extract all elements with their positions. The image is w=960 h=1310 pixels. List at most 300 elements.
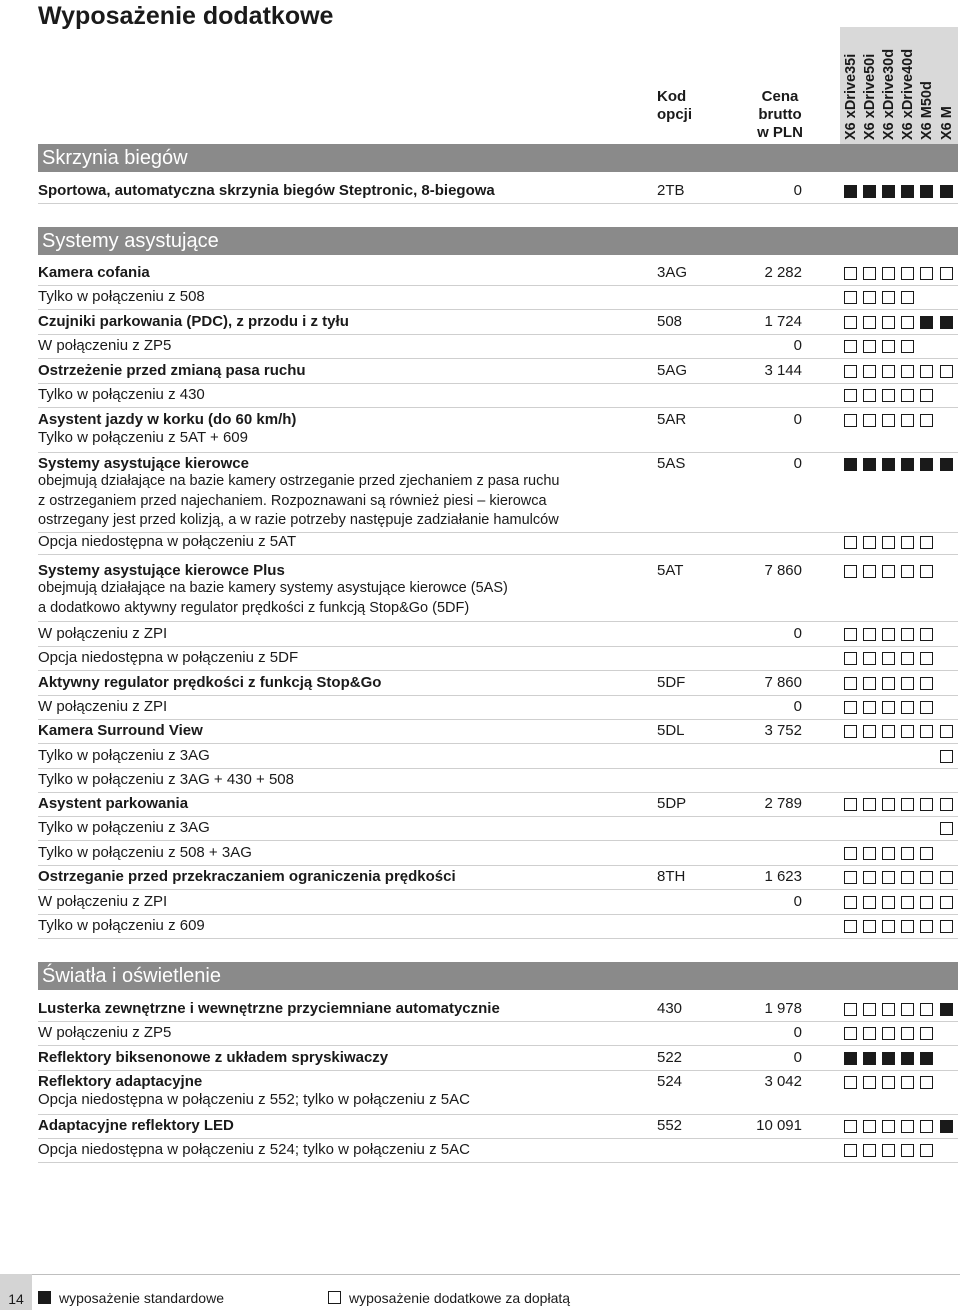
availability-marks [842, 914, 958, 938]
row-label: Ostrzeżenie przed zmianą pasa ruchu [38, 362, 306, 379]
optional-square-icon [882, 414, 895, 427]
option-price: 0 [793, 698, 802, 715]
row-label: Tylko w połączeniu z 508 + 3AG [38, 844, 252, 861]
table-row [38, 559, 958, 616]
row-label: Tylko w połączeniu z 609 [38, 917, 205, 934]
row-label: W połączeniu z ZP5 [38, 1024, 172, 1041]
page-number: 14 [0, 1274, 32, 1310]
standard-square-icon [844, 185, 857, 198]
optional-square-icon [844, 920, 857, 933]
availability-marks [842, 285, 958, 309]
option-price: 0 [793, 1024, 802, 1041]
standard-square-icon [920, 316, 933, 329]
optional-square-icon [920, 1120, 933, 1133]
optional-square-icon [901, 316, 914, 329]
standard-square-icon [844, 1052, 857, 1065]
optional-square-icon [882, 920, 895, 933]
optional-square-icon [844, 316, 857, 329]
row-label: Asystent parkowania [38, 795, 189, 812]
option-code: 552 [657, 1117, 683, 1134]
row-label: Asystent jazdy w korku (do 60 km/h) [38, 411, 297, 428]
legend-standard: wyposażenie standardowe [38, 1290, 224, 1306]
optional-square-icon [920, 847, 933, 860]
optional-square-icon [920, 652, 933, 665]
table-row [38, 792, 958, 816]
model-header: X6 xDrive40d [900, 48, 916, 140]
option-price: 0 [793, 411, 802, 428]
optional-square-icon [920, 536, 933, 549]
option-code: 5AT [657, 562, 684, 579]
optional-square-icon [920, 896, 933, 909]
optional-square-icon [901, 1120, 914, 1133]
optional-square-icon [901, 565, 914, 578]
availability-marks [842, 261, 958, 285]
optional-square-icon [863, 725, 876, 738]
standard-square-icon [920, 1052, 933, 1065]
optional-square-icon [863, 701, 876, 714]
option-code: 5DL [657, 722, 685, 739]
standard-square-icon [940, 316, 953, 329]
optional-square-icon [844, 340, 857, 353]
row-label: Tylko w połączeniu z 3AG + 430 + 508 [38, 771, 294, 788]
optional-square-icon [901, 340, 914, 353]
optional-square-icon [863, 1027, 876, 1040]
row-note: Opcja niedostępna w połączeniu z 552; tylko w połączeniu z 5AC [38, 1091, 470, 1108]
standard-square-icon [940, 1003, 953, 1016]
option-price: 0 [793, 337, 802, 354]
optional-square-icon [940, 798, 953, 811]
availability-marks [842, 408, 958, 432]
optional-square-icon [844, 365, 857, 378]
optional-square-icon [882, 677, 895, 690]
optional-square-icon [940, 267, 953, 280]
option-price: 7 860 [764, 674, 802, 691]
option-code: 2TB [657, 182, 685, 199]
availability-marks [842, 559, 958, 583]
standard-square-icon [920, 185, 933, 198]
optional-square-icon [863, 798, 876, 811]
availability-marks [842, 383, 958, 407]
optional-square-icon [863, 536, 876, 549]
row-label: Kamera cofania [38, 264, 150, 281]
option-price: 3 752 [764, 722, 802, 739]
optional-square-icon [901, 365, 914, 378]
row-label: Tylko w połączeniu z 508 [38, 288, 205, 305]
optional-square-icon [844, 565, 857, 578]
option-code: 5DP [657, 795, 687, 812]
row-label: Systemy asystujące kierowce [38, 455, 249, 472]
availability-marks [842, 310, 958, 334]
section-header: Skrzynia biegów [38, 144, 958, 172]
optional-square-icon [863, 389, 876, 402]
optional-square-icon [882, 1144, 895, 1157]
row-label: Adaptacyjne reflektory LED [38, 1117, 234, 1134]
standard-square-icon [940, 458, 953, 471]
optional-square-icon [901, 536, 914, 549]
optional-square-icon [940, 871, 953, 884]
table-row [38, 890, 958, 914]
standard-square-icon [863, 1052, 876, 1065]
model-header: X6 xDrive30d [881, 48, 897, 140]
optional-square-icon [940, 822, 953, 835]
table-row [38, 285, 958, 309]
optional-square-icon [882, 1003, 895, 1016]
optional-square-icon [863, 1076, 876, 1089]
page-title: Wyposażenie dodatkowe [38, 2, 334, 30]
optional-square-icon [882, 1120, 895, 1133]
table-row [38, 261, 958, 285]
option-price: 10 091 [756, 1117, 802, 1134]
optional-square-icon [882, 267, 895, 280]
standard-square-icon [901, 458, 914, 471]
availability-marks [842, 792, 958, 816]
option-price: 1 724 [764, 313, 802, 330]
row-description [38, 472, 559, 531]
availability-marks [842, 671, 958, 695]
availability-marks [842, 1070, 958, 1094]
option-code: 522 [657, 1049, 683, 1066]
optional-square-icon [844, 1003, 857, 1016]
optional-square-icon [940, 365, 953, 378]
row-label: W połączeniu z ZPI [38, 893, 168, 910]
row-label: Opcja niedostępna w połączeniu z 5AT [38, 533, 297, 550]
optional-square-icon [882, 628, 895, 641]
availability-marks [842, 1021, 958, 1045]
option-code: 5DF [657, 674, 686, 691]
availability-marks [842, 452, 958, 476]
row-label: Ostrzeganie przed przekraczaniem ograniczenia prędkości [38, 868, 456, 885]
optional-square-icon [882, 1076, 895, 1089]
optional-square-icon [920, 1027, 933, 1040]
availability-marks [842, 841, 958, 865]
optional-square-icon [863, 871, 876, 884]
optional-square-icon [920, 920, 933, 933]
option-price: 3 042 [764, 1073, 802, 1090]
optional-square-icon [920, 1003, 933, 1016]
optional-square-icon [920, 701, 933, 714]
table-row [38, 334, 958, 358]
optional-square-icon [844, 652, 857, 665]
optional-square-icon [844, 1120, 857, 1133]
availability-marks [842, 744, 958, 768]
optional-square-icon [863, 652, 876, 665]
optional-square-icon [863, 365, 876, 378]
optional-square-icon [863, 291, 876, 304]
optional-square-icon [844, 847, 857, 860]
table-row [38, 914, 958, 938]
optional-square-icon [863, 920, 876, 933]
availability-marks [842, 1046, 958, 1070]
standard-square-icon [882, 185, 895, 198]
row-label: Tylko w połączeniu z 3AG [38, 747, 210, 764]
optional-square-icon [844, 267, 857, 280]
row-label: Lusterka zewnętrzne i wewnętrzne przyciemniane automatycznie [38, 1000, 500, 1017]
standard-square-icon [38, 1291, 51, 1304]
optional-square-icon [901, 1003, 914, 1016]
table-row [38, 744, 958, 768]
availability-marks [842, 179, 958, 203]
table-row [38, 1046, 958, 1070]
table-row [38, 695, 958, 719]
optional-square-icon [901, 847, 914, 860]
optional-square-icon [844, 1027, 857, 1040]
table-row [38, 1138, 958, 1162]
row-label: W połączeniu z ZP5 [38, 337, 172, 354]
table-row [38, 646, 958, 670]
optional-square-icon [844, 1076, 857, 1089]
optional-square-icon [882, 1027, 895, 1040]
table-row [38, 1114, 958, 1138]
optional-square-icon [863, 267, 876, 280]
standard-square-icon [844, 458, 857, 471]
model-header: X6 M [939, 106, 955, 140]
table-row [38, 408, 958, 446]
row-note: Tylko w połączeniu z 5AT + 609 [38, 429, 248, 446]
optional-square-icon [844, 414, 857, 427]
optional-square-icon [863, 565, 876, 578]
option-price: 1 978 [764, 1000, 802, 1017]
table-row [38, 841, 958, 865]
description-line: obejmują działające na bazie kamery ostrzeganie przed zjechaniem z pasa ruchu [38, 473, 560, 489]
row-label: Reflektory adaptacyjne [38, 1073, 203, 1090]
column-header-price: Cena brutto w PLN [757, 88, 803, 141]
optional-square-icon [920, 677, 933, 690]
optional-square-icon [863, 1120, 876, 1133]
optional-square-icon [844, 291, 857, 304]
row-label: Sportowa, automatyczna skrzynia biegów Steptronic, 8-biegowa [38, 182, 495, 199]
optional-square-icon [920, 365, 933, 378]
option-price: 0 [793, 455, 802, 472]
optional-square-icon [882, 652, 895, 665]
row-description [38, 579, 508, 618]
availability-marks [842, 695, 958, 719]
standard-square-icon [901, 185, 914, 198]
standard-square-icon [863, 185, 876, 198]
optional-square-icon [882, 701, 895, 714]
model-header: X6 xDrive35i [843, 53, 859, 140]
optional-square-icon [920, 267, 933, 280]
availability-marks [842, 646, 958, 670]
optional-square-icon [920, 414, 933, 427]
option-code: 5AR [657, 411, 687, 428]
row-label: Systemy asystujące kierowce Plus [38, 562, 285, 579]
table-row [38, 816, 958, 840]
optional-square-icon [882, 565, 895, 578]
optional-square-icon [863, 414, 876, 427]
table-row [38, 452, 958, 528]
availability-marks [842, 530, 958, 554]
optional-square-icon [844, 896, 857, 909]
optional-square-icon [844, 725, 857, 738]
row-label: Reflektory biksenonowe z układem spryskiwaczy [38, 1049, 389, 1066]
availability-marks [842, 890, 958, 914]
row-label: Czujniki parkowania (PDC), z przodu i z tyłu [38, 313, 349, 330]
optional-square-icon [901, 871, 914, 884]
table-row [38, 768, 958, 792]
optional-square-icon [844, 871, 857, 884]
availability-marks [842, 865, 958, 889]
row-label: Tylko w połączeniu z 430 [38, 386, 205, 403]
option-price: 7 860 [764, 562, 802, 579]
option-price: 0 [793, 625, 802, 642]
optional-square-icon [863, 896, 876, 909]
option-price: 0 [793, 893, 802, 910]
standard-square-icon [940, 1120, 953, 1133]
optional-square-icon [863, 1003, 876, 1016]
availability-marks [842, 816, 958, 840]
row-label: W połączeniu z ZPI [38, 625, 168, 642]
optional-square-icon [901, 798, 914, 811]
option-price: 2 789 [764, 795, 802, 812]
optional-square-icon [863, 340, 876, 353]
section-header: Światła i oświetlenie [38, 962, 958, 990]
optional-square-icon [882, 847, 895, 860]
option-code: 508 [657, 313, 683, 330]
row-divider [38, 938, 958, 939]
table-row [38, 622, 958, 646]
optional-square-icon [882, 316, 895, 329]
optional-square-icon [920, 1076, 933, 1089]
option-price: 0 [793, 1049, 802, 1066]
optional-square-icon [882, 871, 895, 884]
optional-square-icon [940, 920, 953, 933]
optional-square-icon [901, 267, 914, 280]
option-price: 3 144 [764, 362, 802, 379]
legend-optional: wyposażenie dodatkowe za dopłatą [328, 1290, 570, 1306]
optional-square-icon [940, 896, 953, 909]
option-code: 3AG [657, 264, 688, 281]
optional-square-icon [844, 536, 857, 549]
row-label: Aktywny regulator prędkości z funkcją Stop&Go [38, 674, 382, 691]
description-line: obejmują działające na bazie kamery systemy asystujące kierowce (5AS) [38, 580, 508, 596]
optional-square-icon [882, 365, 895, 378]
optional-square-icon [901, 1144, 914, 1157]
optional-square-icon [901, 725, 914, 738]
table-row [38, 310, 958, 334]
optional-square-icon [882, 725, 895, 738]
row-label: Opcja niedostępna w połączeniu z 5DF [38, 649, 299, 666]
availability-marks [842, 997, 958, 1021]
optional-square-icon [328, 1291, 341, 1304]
section-header: Systemy asystujące [38, 227, 958, 255]
optional-square-icon [920, 871, 933, 884]
optional-square-icon [882, 798, 895, 811]
table-row [38, 530, 958, 554]
option-code: 430 [657, 1000, 683, 1017]
optional-square-icon [844, 389, 857, 402]
availability-marks [842, 334, 958, 358]
row-label: Kamera Surround View [38, 722, 203, 739]
optional-square-icon [920, 628, 933, 641]
optional-square-icon [882, 536, 895, 549]
row-label: W połączeniu z ZPI [38, 698, 168, 715]
row-divider [38, 203, 958, 204]
model-header: X6 M50d [919, 81, 935, 140]
optional-square-icon [863, 628, 876, 641]
option-code: 5AG [657, 362, 688, 379]
table-row [38, 1021, 958, 1045]
row-label: Tylko w połączeniu z 3AG [38, 819, 210, 836]
optional-square-icon [940, 725, 953, 738]
optional-square-icon [863, 677, 876, 690]
optional-square-icon [901, 628, 914, 641]
table-row [38, 359, 958, 383]
description-line: z ostrzeganiem przed najechaniem. Rozpoznawani są również piesi – kierowca [38, 492, 547, 509]
description-line: a dodatkowo aktywny regulator prędkości z funkcją Stop&Go (5DF) [38, 599, 470, 616]
row-divider [38, 554, 958, 555]
standard-square-icon [940, 185, 953, 198]
optional-square-icon [901, 1076, 914, 1089]
option-code: 524 [657, 1073, 683, 1090]
table-row [38, 1070, 958, 1108]
table-row [38, 997, 958, 1021]
standard-square-icon [882, 1052, 895, 1065]
optional-square-icon [920, 565, 933, 578]
optional-square-icon [863, 847, 876, 860]
row-divider [38, 1162, 958, 1163]
option-price: 0 [793, 182, 802, 199]
option-price: 1 623 [764, 868, 802, 885]
optional-square-icon [901, 652, 914, 665]
standard-square-icon [920, 458, 933, 471]
optional-square-icon [920, 389, 933, 402]
optional-square-icon [901, 291, 914, 304]
option-code: 5AS [657, 455, 686, 472]
optional-square-icon [920, 725, 933, 738]
table-row [38, 383, 958, 407]
availability-marks [842, 622, 958, 646]
footer-divider [0, 1274, 960, 1275]
optional-square-icon [882, 389, 895, 402]
standard-square-icon [901, 1052, 914, 1065]
optional-square-icon [901, 920, 914, 933]
availability-marks [842, 1114, 958, 1138]
availability-marks [842, 359, 958, 383]
model-header: X6 xDrive50i [862, 53, 878, 140]
optional-square-icon [882, 896, 895, 909]
description-line: ostrzegany jest przed kolizją, a w razie potrzeby następuje zadziałanie hamulców [38, 512, 559, 528]
table-row [38, 179, 958, 203]
optional-square-icon [901, 414, 914, 427]
availability-marks [842, 1138, 958, 1162]
table-row [38, 865, 958, 889]
optional-square-icon [844, 628, 857, 641]
optional-square-icon [901, 1027, 914, 1040]
standard-square-icon [863, 458, 876, 471]
optional-square-icon [882, 291, 895, 304]
availability-marks [842, 768, 958, 792]
row-label: Opcja niedostępna w połączeniu z 524; tylko w połączeniu z 5AC [38, 1141, 470, 1158]
optional-square-icon [940, 750, 953, 763]
optional-square-icon [844, 798, 857, 811]
optional-square-icon [901, 701, 914, 714]
optional-square-icon [882, 340, 895, 353]
optional-square-icon [863, 1144, 876, 1157]
table-row [38, 719, 958, 743]
optional-square-icon [901, 896, 914, 909]
optional-square-icon [863, 316, 876, 329]
optional-square-icon [920, 1144, 933, 1157]
column-header-code: Kod opcji [657, 88, 693, 123]
availability-marks [842, 719, 958, 743]
optional-square-icon [844, 677, 857, 690]
optional-square-icon [901, 389, 914, 402]
optional-square-icon [920, 798, 933, 811]
table-row [38, 671, 958, 695]
standard-square-icon [882, 458, 895, 471]
option-price: 2 282 [764, 264, 802, 281]
optional-square-icon [844, 1144, 857, 1157]
